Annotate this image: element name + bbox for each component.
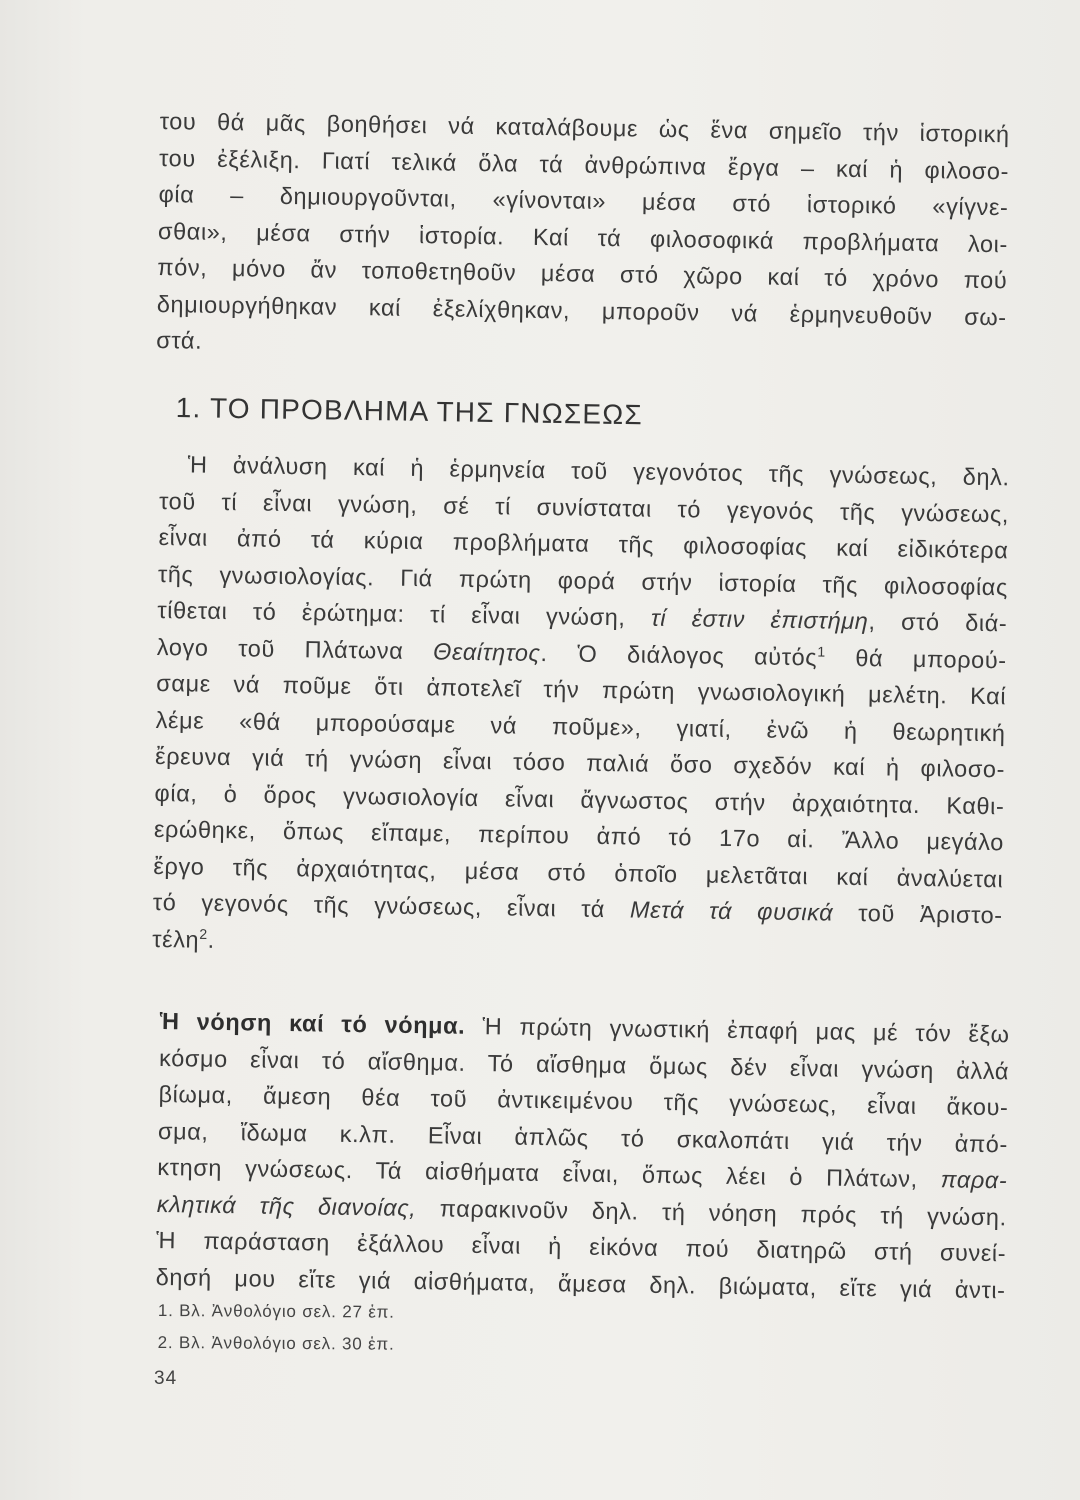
section-heading: 1. ΤΟ ΠΡΟΒΛΗΜΑ ΤΗΣ ΓΝΩΣΕΩΣ (175, 392, 644, 431)
text-line: σαμε νά ποῦμε ὅτι ἀποτελεῖ τήν πρώτη γνωσιολογική μελέτη. Καί (156, 669, 1007, 710)
text-line: στά. (156, 326, 203, 354)
footnote: 1. Βλ. Ἀνθολόγιο σελ. 27 ἑπ. (157, 1300, 395, 1322)
italic-title: Θεαίτητος (432, 637, 541, 666)
text-line: Ἡ παράσταση ἐξάλλου εἶναι ἡ εἰκόνα πού διατηρῶ στή συνεί- (156, 1226, 1007, 1267)
text-line: ερώθηκε, ὅπως εἴπαμε, περίπου ἀπό τό 17ο αἰ. Ἄλλο μεγάλο (153, 815, 1005, 856)
text-line: ἔργο τῆς ἀρχαιότητας, μέσα στό ὁποῖο μελετᾶται καί ἀναλύεται (153, 852, 1004, 892)
text-run: , στό διά- (868, 608, 1008, 637)
text-run: Ἡ πρώτη γνωστική ἐπαφή μας μέ τόν ἔξω (465, 1012, 1010, 1048)
text-run: . Ὁ διάλογος αὐτός (540, 639, 818, 670)
text-line: τῆς γνωσιολογίας. Γιά πρώτη φορά στήν ἱστορία τῆς φιλοσοφίας (157, 560, 1009, 600)
text-run: τέλη (152, 925, 200, 953)
text-run: τοῦ Ἀριστο- (833, 899, 1003, 929)
text-line: δησή μου εἴτε γιά αἰσθήματα, ἄμεσα δηλ. βιώματα, εἴτε γιά ἀντι- (155, 1263, 1006, 1303)
italic-quote: κλητικά τῆς διανοίας, (156, 1190, 417, 1221)
text-line: κόσμο εἶναι τό αἴσθημα. Τό αἴσθημα ὅμως δέν εἶναι γνώση ἀλλά (158, 1044, 1010, 1084)
text-run: παρακινοῦν δηλ. τή νόηση πρός τή γνώση. (416, 1194, 1007, 1230)
text-line: του θά μᾶς βοηθήσει νά καταλάβουμε ὡς ἕνα σημεῖο τήν ἱστορική (159, 107, 1010, 148)
footnote-ref: 1 (817, 643, 826, 660)
text-run: θά μπορού- (825, 643, 1007, 673)
text-line: δημιουργήθηκαν καί ἐξελίχθηκαν, μποροῦν νά ἑρμηνευθοῦν σω- (156, 290, 1007, 330)
text-line: τοῦ τί εἶναι γνώση, σέ τί συνίσταται τό γεγονός τῆς γνώσεως, (158, 487, 1010, 527)
text-run: τό γεγονός τῆς γνώσεως, εἶναι τά (152, 888, 631, 923)
intro-paragraph (156, 103, 1010, 372)
page-number: 34 (154, 1368, 178, 1389)
run-in-heading: Ἡ νόηση καί τό νόημα. (159, 1007, 466, 1039)
text-line: λέμε «θά μπορούσαμε νά ποῦμε», γιατί, ἐνῶ ἡ θεωρητική (155, 706, 1006, 746)
text-line: σμα, ἴδωμα κ.λπ. Εἶναι ἁπλῶς τό σκαλοπάτι γιά τήν ἀπό- (157, 1117, 1009, 1157)
text-line: εἶναι ἀπό τά κύρια προβλήματα τῆς φιλοσοφίας καί εἰδικότερα (158, 523, 1009, 564)
text-line: ἔρευνα γιά τή γνώση εἶναι τόσο παλιά ὅσο σχεδόν καί ἡ φιλοσο- (154, 742, 1006, 783)
text-line: πόν, μόνο ἄν τοποθετηθοῦν μέσα στό χῶρο καί τό χρόνο πού (157, 253, 1008, 294)
section1-paragraph (152, 446, 1010, 970)
text-run: λογο τοῦ Πλάτωνα (156, 633, 434, 664)
italic-title: Μετά τά φυσικά (629, 896, 834, 926)
footnote: 2. Βλ. Ἀνθολόγιο σελ. 30 ἑπ. (157, 1332, 395, 1354)
text-run: τίθεται τό ἐρώτημα: τί εἶναι γνώση, (157, 596, 652, 631)
italic-quote: παρα- (940, 1166, 1008, 1194)
italic-quote: τί ἐστιν ἐπιστήμη (650, 604, 869, 635)
footnotes (158, 1295, 395, 1361)
text-line: βίωμα, ἄμεση θέα τοῦ ἀντικειμένου τῆς γνώσεως, εἶναι ἄκου- (158, 1080, 1009, 1121)
footnote-ref: 2 (199, 925, 208, 942)
text-line: του ἐξέλιξη. Γιατί τελικά ὅλα τά ἀνθρώπινα ἔργα – καί ἡ φιλοσο- (158, 144, 1010, 184)
text-line: Ἡ ἀνάλυση καί ἡ ἑρμηνεία τοῦ γεγονότος τῆς γνώσεως, δηλ. (187, 451, 1010, 491)
text-line: φία – δημιουργοῦνται, «γίνονται» μέσα στό ἱστορικό «γίγνε- (158, 180, 1009, 221)
text-line: σθαι», μέσα στήν ἱστορία. Καί τά φιλοσοφικά προβλήματα λοι- (157, 217, 1009, 257)
text-line: φία, ὁ ὅρος γνωσιολογία εἶναι ἄγνωστος στήν ἀρχαιότητα. Καθι- (154, 779, 1005, 819)
text-run: . (207, 926, 216, 953)
text-run: κτηση γνώσεως. Τά αἰσθήματα εἶναι, ὅπως λέει ὁ Πλάτων, (157, 1153, 942, 1193)
section2-paragraph (155, 1003, 1009, 1308)
